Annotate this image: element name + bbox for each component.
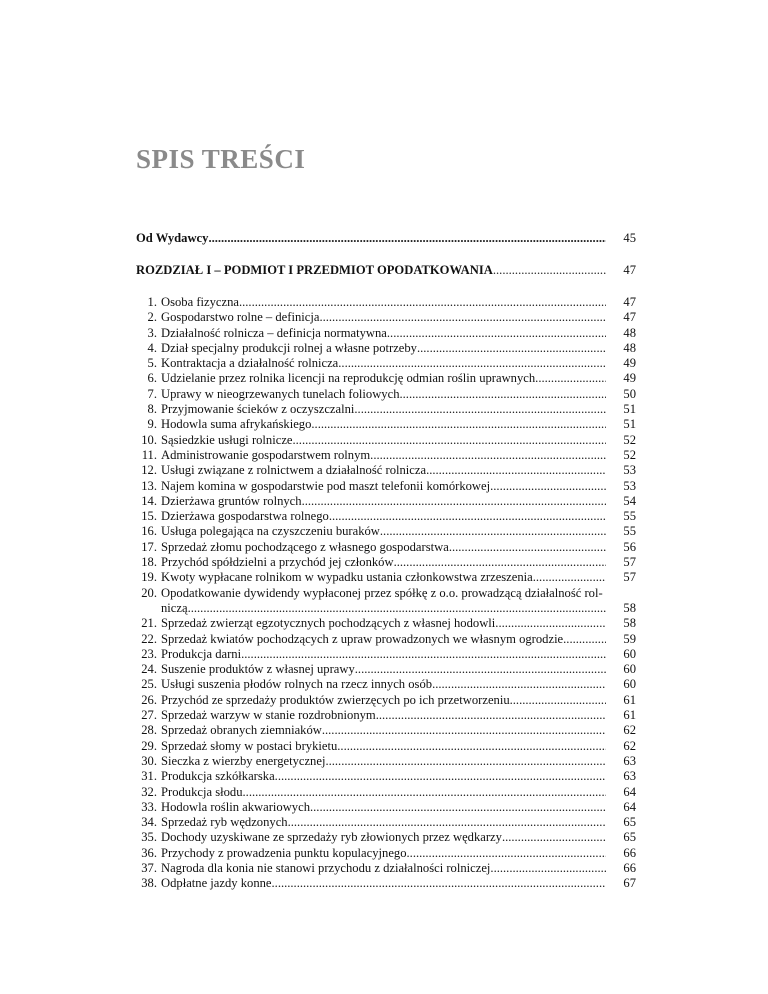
page-title: SPIS TREŚCI xyxy=(136,144,306,174)
toc-leader xyxy=(394,555,606,570)
toc-page-number: 54 xyxy=(623,493,636,508)
toc-entry-label: Produkcja szkółkarska xyxy=(161,769,275,784)
toc-entry-number: 18. xyxy=(141,555,157,570)
toc-entry-number: 21. xyxy=(141,616,157,631)
toc-entry-number: 10. xyxy=(141,432,157,447)
toc-entry xyxy=(136,647,636,662)
toc-entry-label: Gospodarstwo rolne – definicja xyxy=(161,310,320,325)
toc-entry-number: 32. xyxy=(141,784,157,799)
toc-leader xyxy=(325,754,606,769)
toc-entry xyxy=(136,739,636,754)
toc-entry-number: 36. xyxy=(141,845,157,860)
toc-entry xyxy=(136,479,636,494)
toc-entry-label: Sąsiedzkie usługi rolnicze xyxy=(161,432,293,447)
toc-page-number: 63 xyxy=(623,753,636,768)
toc-entry-label: Najem komina w gospodarstwie pod maszt telefonii komórkowej xyxy=(161,478,491,493)
toc-page-number: 45 xyxy=(623,231,636,245)
toc-entry-label: Dzierżawa gruntów rolnych xyxy=(161,493,302,508)
toc-leader xyxy=(329,509,606,524)
toc-page-number: 64 xyxy=(623,784,636,799)
toc-entry xyxy=(136,586,636,601)
toc-leader xyxy=(243,785,606,800)
toc-entry xyxy=(136,769,636,784)
toc-entry-number: 15. xyxy=(141,509,157,524)
toc-leader xyxy=(533,570,606,585)
toc-entry-label: Administrowanie gospodarstwem rolnym xyxy=(161,447,371,462)
toc-entry-number: 37. xyxy=(141,860,157,875)
toc-leader xyxy=(387,326,606,341)
toc-page-number: 49 xyxy=(623,371,636,386)
toc-entry-label: Hodowla suma afrykańskiego xyxy=(161,417,312,432)
toc-entry-number: 7. xyxy=(147,386,157,401)
toc-entry-label: Produkcja słodu xyxy=(161,784,243,799)
toc-page-number: 67 xyxy=(623,876,636,891)
toc-entry xyxy=(136,616,636,631)
toc-entry-label: Sprzedaż złomu pochodzącego z własnego gospodarstwa xyxy=(161,539,449,554)
toc-leader xyxy=(239,295,606,310)
toc-entry-label: Przychody z prowadzenia punktu kopulacyjnego xyxy=(161,845,407,860)
toc-entry-label: Dział specjalny produkcji rolnej a własne potrzeby xyxy=(161,340,417,355)
toc-leader xyxy=(275,769,606,784)
toc-entry xyxy=(136,570,636,585)
toc-entry-number: 4. xyxy=(147,340,157,355)
toc-leader xyxy=(302,494,606,509)
toc-entry xyxy=(136,723,636,738)
toc-entry-number: 33. xyxy=(141,799,157,814)
toc-page-number: 59 xyxy=(623,631,636,646)
toc-entry xyxy=(136,693,636,708)
toc-page-number: 51 xyxy=(623,402,636,417)
toc-entry-number: 12. xyxy=(141,463,157,478)
toc-page-number: 52 xyxy=(623,432,636,447)
toc-entry-number: 17. xyxy=(141,539,157,554)
toc-leader xyxy=(337,739,606,754)
toc-leader xyxy=(338,356,606,371)
toc-heading-label: ROZDZIAŁ I – PODMIOT I PRZEDMIOT OPODATKOWANIA xyxy=(136,263,493,277)
toc-entry xyxy=(136,830,636,845)
toc-leader xyxy=(407,846,606,861)
toc-entry xyxy=(136,356,636,371)
toc-page-number: 61 xyxy=(623,708,636,723)
toc-entry-number: 29. xyxy=(141,738,157,753)
toc-entry xyxy=(136,754,636,769)
toc-entry xyxy=(136,448,636,463)
toc-entry-label: Sieczka z wierzby energetycznej xyxy=(161,753,326,768)
toc-leader xyxy=(311,417,606,432)
toc-entry-label: Udzielanie przez rolnika licencji na reprodukcję odmian roślin uprawnych xyxy=(161,371,536,386)
toc-entry xyxy=(136,433,636,448)
toc-leader xyxy=(310,800,606,815)
toc-entry-label: Nagroda dla konia nie stanowi przychodu z działalności rolniczej xyxy=(161,860,491,875)
toc-entry-number: 22. xyxy=(141,631,157,646)
toc-entry xyxy=(136,310,636,325)
toc-entry-number: 26. xyxy=(141,692,157,707)
toc-entry-label: Przychód ze sprzedaży produktów zwierzęcych po ich przetworzeniu xyxy=(161,692,510,707)
toc-page-number: 47 xyxy=(623,263,636,277)
toc-entry-number: 2. xyxy=(147,310,157,325)
toc-page-number: 66 xyxy=(623,845,636,860)
toc-entry-number: 1. xyxy=(147,295,157,309)
toc-entry xyxy=(136,387,636,402)
toc-heading-chapter-1 xyxy=(136,263,636,279)
toc-page-number: 50 xyxy=(623,386,636,401)
toc-leader xyxy=(563,632,606,647)
toc-heading-label: Od Wydawcy xyxy=(136,231,209,245)
toc-entry-label: Suszenie produktów z własnej uprawy xyxy=(161,662,355,677)
toc-entry-label: Sprzedaż ryb wędzonych xyxy=(161,815,288,830)
toc-leader xyxy=(400,387,607,402)
toc-entry xyxy=(136,295,636,310)
toc-page-number: 63 xyxy=(623,769,636,784)
toc-page-number: 62 xyxy=(623,723,636,738)
toc-entry xyxy=(136,463,636,478)
toc-leader xyxy=(493,263,606,278)
toc-page-number: 65 xyxy=(623,815,636,830)
toc-entry-number: 31. xyxy=(141,769,157,784)
toc-leader xyxy=(502,830,606,845)
toc-entry-label: Sprzedaż warzyw w stanie rozdrobnionym xyxy=(161,708,376,723)
toc-entry-label: Usługi związane z rolnictwem a działalność rolnicza xyxy=(161,463,427,478)
toc-entry-label: Sprzedaż kwiatów pochodzących z upraw prowadzonych we własnym ogrodzie xyxy=(161,631,564,646)
toc-entry xyxy=(136,785,636,800)
toc-leader xyxy=(495,616,606,631)
toc-page-number: 62 xyxy=(623,738,636,753)
toc-entry-label: Usługa polegająca na czyszczeniu buraków xyxy=(161,524,380,539)
toc-entry-number: 3. xyxy=(147,325,157,340)
toc-leader xyxy=(376,708,606,723)
toc-entry-number: 28. xyxy=(141,723,157,738)
toc-entry-label: Sprzedaż zwierząt egzotycznych pochodzących z własnej hodowli xyxy=(161,616,496,631)
toc-leader xyxy=(426,463,606,478)
toc-entry-label: Dzierżawa gospodarstwa rolnego xyxy=(161,509,329,524)
toc-entry xyxy=(136,876,636,891)
toc-entry xyxy=(136,402,636,417)
toc-leader xyxy=(535,371,606,386)
toc-entry-number: 34. xyxy=(141,815,157,830)
toc-entry xyxy=(136,708,636,723)
toc-page-number: 57 xyxy=(623,570,636,585)
toc-leader xyxy=(288,815,606,830)
toc-entry xyxy=(136,846,636,861)
toc-leader xyxy=(188,601,606,616)
toc-entry xyxy=(136,800,636,815)
toc-leader xyxy=(417,341,606,356)
toc-entry-number: 27. xyxy=(141,708,157,723)
toc-page-number: 58 xyxy=(623,616,636,631)
toc-entry-number: 30. xyxy=(141,753,157,768)
toc-entry xyxy=(136,494,636,509)
toc-entry-label: niczą xyxy=(161,600,188,615)
toc-entry xyxy=(136,509,636,524)
toc-entry xyxy=(136,662,636,677)
toc-page-number: 57 xyxy=(623,555,636,570)
toc-entry xyxy=(136,861,636,876)
toc-entry-label: Odpłatne jazdy konne xyxy=(161,876,272,891)
toc-entry xyxy=(136,815,636,830)
toc-entry-number: 20. xyxy=(141,585,157,600)
toc-entry-number: 24. xyxy=(141,662,157,677)
toc-page-number: 51 xyxy=(623,417,636,432)
toc-entry-number: 14. xyxy=(141,493,157,508)
toc-page-number: 60 xyxy=(623,646,636,661)
toc-entry-label: Hodowla roślin akwariowych xyxy=(161,799,310,814)
toc-entry-label: Kwoty wypłacane rolnikom w wypadku ustania członkowstwa zrzeszenia xyxy=(161,570,533,585)
toc-entry xyxy=(136,677,636,692)
toc-entry-number: 25. xyxy=(141,677,157,692)
toc-entry xyxy=(136,417,636,432)
toc-entry-label: Produkcja darni xyxy=(161,646,242,661)
toc-entry-label: Sprzedaż słomy w postaci brykietu xyxy=(161,738,338,753)
toc-entry-label: Opodatkowanie dywidendy wypłaconej przez spółkę z o.o. prowadzącą działalność rol- xyxy=(161,585,603,600)
toc-entry-continuation xyxy=(136,601,636,616)
toc-page-number: 48 xyxy=(623,340,636,355)
toc-entry xyxy=(136,540,636,555)
toc-page-number: 61 xyxy=(623,692,636,707)
toc-page-number: 65 xyxy=(623,830,636,845)
toc-page-number: 49 xyxy=(623,356,636,371)
toc-page-number: 53 xyxy=(623,463,636,478)
toc-entry-number: 19. xyxy=(141,570,157,585)
toc-entry-number: 23. xyxy=(141,646,157,661)
toc-page-number: 55 xyxy=(623,509,636,524)
toc-entry-label: Przychód spółdzielni a przychód jej członków xyxy=(161,555,394,570)
toc-entry-number: 11. xyxy=(141,447,157,462)
toc-page-number: 66 xyxy=(623,860,636,875)
toc-entry xyxy=(136,555,636,570)
toc-page-number: 52 xyxy=(623,447,636,462)
toc-entry-number: 6. xyxy=(147,371,157,386)
toc-entry-label: Sprzedaż obranych ziemniaków xyxy=(161,723,322,738)
toc-entry xyxy=(136,632,636,647)
toc-entry xyxy=(136,371,636,386)
toc-leader xyxy=(293,433,607,448)
toc-leader xyxy=(272,876,606,891)
toc-leader xyxy=(241,647,606,662)
toc-leader xyxy=(490,479,606,494)
toc-entry-label: Kontraktacja a działalność rolnicza xyxy=(161,356,339,371)
toc-leader xyxy=(510,693,606,708)
toc-leader xyxy=(449,540,606,555)
toc-heading-publisher xyxy=(136,231,636,247)
toc-page-number: 60 xyxy=(623,677,636,692)
toc-leader xyxy=(432,677,606,692)
toc-entry-number: 38. xyxy=(141,876,157,891)
toc-entry-number: 8. xyxy=(147,402,157,417)
toc-page-number: 55 xyxy=(623,524,636,539)
toc-page-number: 58 xyxy=(623,600,636,615)
toc-entry-number: 13. xyxy=(141,478,157,493)
toc-entry-label: Osoba fizyczna xyxy=(161,295,239,309)
toc-entry xyxy=(136,524,636,539)
toc-page-number: 56 xyxy=(623,539,636,554)
toc-leader xyxy=(322,723,606,738)
toc-entry xyxy=(136,326,636,341)
toc-leader xyxy=(370,448,606,463)
toc-page-number: 64 xyxy=(623,799,636,814)
toc-page-number: 53 xyxy=(623,478,636,493)
toc-page-number: 47 xyxy=(623,295,636,309)
toc-entry-number: 35. xyxy=(141,830,157,845)
toc-leader xyxy=(380,524,606,539)
toc-entry-label: Dochody uzyskiwane ze sprzedaży ryb złowionych przez wędkarzy xyxy=(161,830,502,845)
toc-leader xyxy=(354,402,606,417)
toc-leader xyxy=(490,861,606,876)
table-of-contents xyxy=(136,231,636,892)
toc-entry-number: 5. xyxy=(147,356,157,371)
toc-page-number: 48 xyxy=(623,325,636,340)
toc-entry-label: Przyjmowanie ścieków z oczyszczalni xyxy=(161,402,355,417)
toc-entry-label: Usługi suszenia płodów rolnych na rzecz innych osób xyxy=(161,677,433,692)
toc-entry-number: 16. xyxy=(141,524,157,539)
toc-entry-label: Działalność rolnicza – definicja normatywna xyxy=(161,325,387,340)
toc-page-number: 47 xyxy=(623,310,636,325)
toc-page-number: 60 xyxy=(623,662,636,677)
toc-leader xyxy=(355,662,606,677)
toc-entry-label: Uprawy w nieogrzewanych tunelach foliowych xyxy=(161,386,400,401)
toc-items xyxy=(136,295,636,892)
toc-leader xyxy=(319,310,606,325)
toc-leader xyxy=(208,231,606,246)
toc-entry-number: 9. xyxy=(147,417,157,432)
toc-entry xyxy=(136,341,636,356)
